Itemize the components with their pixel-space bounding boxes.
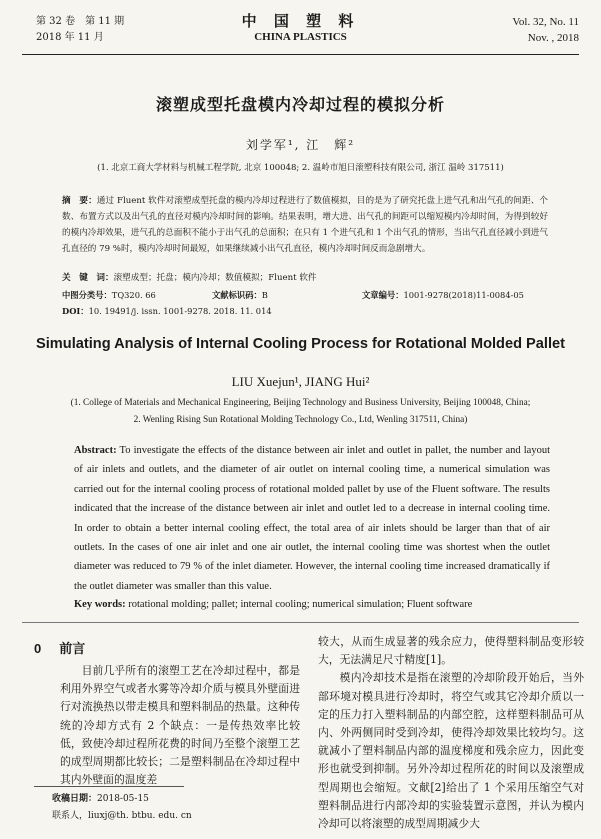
journal-masthead [0,12,601,44]
date-en: Nov. , 2018 [527,32,579,44]
journal-name-en: CHINA PLASTICS [254,31,347,43]
received-date: 收稿日期：2018-05-15 [52,794,149,804]
doi-text: 10. 19491/j. issn. 1001-9278. 2018. 11. 014 [88,306,272,316]
keywords-cn-label: 关 键 词： [62,273,114,283]
doi-label: DOI： [62,306,89,316]
document-code: 文献标识码：B [212,290,268,300]
section-number: 0 [34,641,42,656]
section-title: 前言 [59,642,86,657]
abstract-en-text: To investigate the effects of the distance between air inlet and outlet in pallet, the number and layout of air inlets and outlets, and the diameter of air outlet on internal cooling time, a numerical simulation was carried out for the internal cooling process of rotational molded pallet by use of the Fluent software. The results indicated that the increase of the distance between air inlet and outlet led to a decrease in internal cooling time. In order to obtain a better internal cooling effect, the total area of air inlets should be larger than that of air outlets. In the cases of one air inlet and one air outlet, the internal cooling time was shortest when the outlet diameter was reduced to 79 % of the inlet diameter. However, the internal cooling time increased dramatically if the outlet diameter was smaller than this value. [74,445,550,592]
abstract-cn [62,193,548,257]
affiliation-cn: (1. 北京工商大学材料与机械工程学院, 北京 100048; 2. 温岭市旭日滚塑科技有限公司, 浙江 温岭 317511) [97,163,504,173]
body-paragraph: 模内冷却技术是指在滚塑的冷却阶段开始后，当外部环境对模具进行冷却时，将空气或其它冷却介质以一定的压力打入塑料制品的内部空腔，这样塑料制品可从内、外两侧同时受到冷却，使得冷却效果比较均匀。这就减小了塑料制品内部的温度梯度和残余应力，因此变形也就受到抑制。另外冷却过程所花的时间以及滚塑成型周期也会缩短。文献[2]给出了 1 个采用压缩空气对塑料制品进行内部冷却的实验装置示意图，并认为模内冷却可以将滚塑的成型周期减少大 [318,671,584,831]
section-heading [34,638,85,657]
body-paragraph: 较大，从而生成显著的残余应力，使得塑料制品变形较大，无法满足尺寸精度[1]。 [318,635,584,667]
volume-issue-en: Vol. 32, No. 11 [512,16,579,28]
abstract-en [74,441,550,596]
keywords-cn [62,271,548,285]
keywords-en-label: Key words: [74,599,126,610]
volume-issue-cn: 第 32 卷 第 11 期 [36,16,125,27]
paper-title-en: Simulating Analysis of Internal Cooling Process for Rotational Molded Pallet [36,336,565,352]
affiliation-en [0,395,601,429]
body-column-right [318,633,584,833]
clc-number: 中图分类号：TQ320. 66 [62,290,156,300]
abstract-cn-label: 摘 要： [62,196,97,206]
paper-title-cn: 滚塑成型托盘模内冷却过程的模拟分析 [155,95,445,114]
body-column-left [60,662,300,789]
header-right [512,14,579,46]
keywords-cn-text: 滚塑成型；托盘；模内冷却；数值模拟；Fluent 软件 [113,273,317,283]
footnote [52,791,192,825]
date-cn: 2018 年 11 月 [36,32,104,43]
journal-name-cn: 中 国 塑 料 [241,12,360,30]
contact-email: 联系人，liuxj@th. btbu. edu. cn [52,811,192,821]
footnote-divider [34,786,184,787]
authors-cn: 刘学军¹, 江 辉² [245,138,356,152]
keywords-en-text: rotational molding; pallet; internal cooling; numerical simulation; Fluent software [128,599,473,610]
doi [62,304,548,318]
affiliation-en-line-2: 2. Wenling Rising Sun Rotational Molding Technology Co., Ltd, Wenling 317511, China) [133,415,468,425]
classification-row [62,288,548,302]
header-divider [22,54,579,55]
affiliation-en-line-1: (1. College of Materials and Mechanical Engineering, Beijing Technology and Business University, Beijing 100048, China; [70,398,531,408]
body-paragraph: 目前几乎所有的滚塑工艺在冷却过程中，都是利用外界空气或者水雾等冷却介质与模具外壁面进行对流换热以带走模具和塑料制品的热量。这种传统的冷却方式有 2 个缺点：一是传热效率比较低，致使冷却过程所花费的时间乃至整个滚塑工艺的成型周期都比较长；二是塑料制品在冷却过程中其内外壁面的温度差 [60,664,300,787]
abstract-cn-text: 通过 Fluent 软件对滚塑成型托盘的模内冷却过程进行了数值模拟，目的是为了研究托盘上进气孔和出气孔的间距、个数、布置方式以及出气孔的直径对模内冷却时间的影响。结果表明，增大进、出气孔的间距可以缩短模内冷却时间，为得到较好的模内冷却效果，进气孔的总面积不能小于出气孔的总面积；在只有 1 个进气孔和 1 个出气孔的情形，当出气孔直径减小到进气孔直径的 79 %时，模内冷却时间最短，如果继续减小出气孔直径，模内冷却时间反而急剧增大。 [62,196,548,254]
article-number: 文章编号：1001-9278(2018)11-0084-05 [362,290,524,300]
keywords-en [74,597,550,613]
abstract-divider [22,622,579,623]
abstract-en-label: Abstract: [74,445,117,456]
authors-en: LIU Xuejun¹, JIANG Hui² [231,374,370,389]
